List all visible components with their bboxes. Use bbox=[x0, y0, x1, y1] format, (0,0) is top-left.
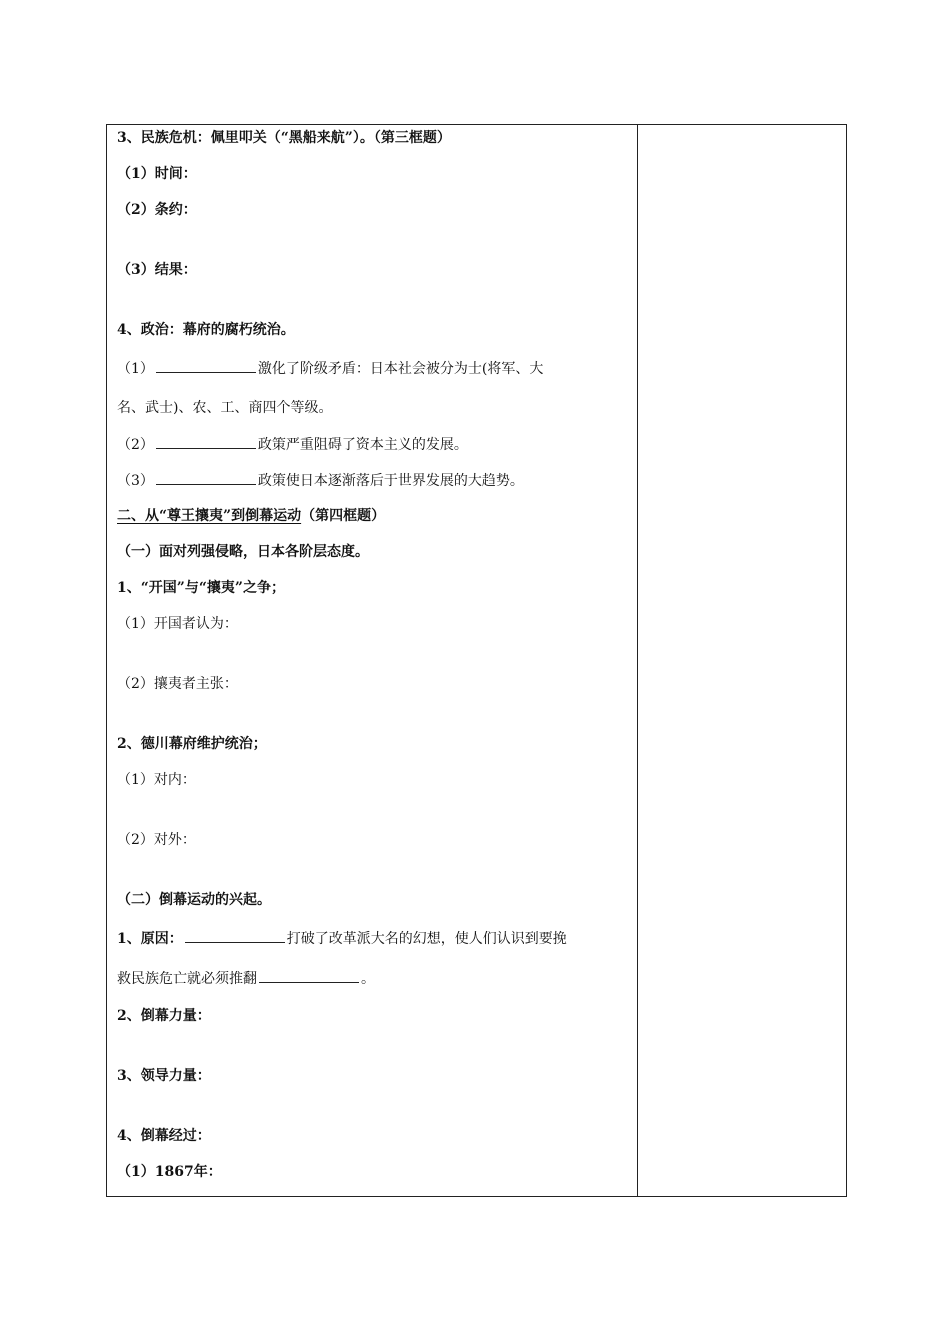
fill-blank[interactable] bbox=[156, 358, 256, 373]
table-column-divider bbox=[637, 124, 638, 1197]
worksheet-table bbox=[106, 124, 847, 1197]
item-treaty: （2）条约： bbox=[117, 202, 197, 218]
section-politics: 4、政治：幕府的腐朽统治。 bbox=[117, 322, 295, 338]
item-domestic: （1）对内： bbox=[117, 772, 196, 788]
item-process: 4、倒幕经过： bbox=[117, 1128, 211, 1144]
section-two-heading bbox=[117, 506, 385, 526]
item-label: 1、原因： bbox=[117, 931, 183, 947]
item-text: 政策严重阻碍了资本主义的发展。 bbox=[257, 437, 468, 453]
item-open-view: （1）开国者认为： bbox=[117, 616, 238, 632]
item-number: （2） bbox=[117, 437, 154, 453]
politics-item-1 bbox=[117, 358, 543, 379]
subsection-rise: （二）倒幕运动的兴起。 bbox=[117, 892, 271, 908]
item-text: 政策使日本逐渐落后于世界发展的大趋势。 bbox=[257, 473, 524, 489]
section-two-title: 二、从“尊王攘夷”到倒幕运动 bbox=[117, 508, 302, 524]
subsection-attitudes: （一）面对列强侵略，日本各阶层态度。 bbox=[117, 544, 369, 560]
politics-item-1-cont: 名、武士)、农、工、商四个等级。 bbox=[117, 400, 333, 416]
item-open-vs-expel: 1、“开国”与“攘夷”之争； bbox=[117, 580, 285, 596]
politics-item-2 bbox=[117, 434, 468, 455]
fill-blank[interactable] bbox=[185, 928, 285, 943]
fill-blank[interactable] bbox=[259, 968, 359, 983]
section-two-note: （第四框题） bbox=[301, 508, 386, 524]
item-leadership: 3、领导力量： bbox=[117, 1068, 211, 1084]
item-number: （3） bbox=[117, 473, 154, 489]
politics-item-3 bbox=[117, 470, 524, 491]
item-text: 救民族危亡就必须推翻 bbox=[117, 971, 257, 987]
item-1867: （1）1867年： bbox=[117, 1164, 222, 1180]
fill-blank[interactable] bbox=[156, 470, 256, 485]
fill-blank[interactable] bbox=[156, 434, 256, 449]
item-shogunate-rule: 2、德川幕府维护统治； bbox=[117, 736, 267, 752]
item-forces: 2、倒幕力量： bbox=[117, 1008, 211, 1024]
item-cause-cont bbox=[117, 968, 375, 989]
item-time: （1）时间： bbox=[117, 166, 197, 182]
item-result: （3）结果： bbox=[117, 262, 197, 278]
item-expel-view: （2）攘夷者主张： bbox=[117, 676, 238, 692]
item-text: 打破了改革派大名的幻想，使人们认识到要挽 bbox=[286, 931, 567, 947]
item-text: 激化了阶级矛盾：日本社会被分为士(将军、大 bbox=[257, 361, 544, 377]
item-cause bbox=[117, 928, 567, 949]
section-national-crisis: 3、民族危机：佩里叩关（“黑船来航”）。（第三框题） bbox=[117, 130, 451, 146]
item-number: （1） bbox=[117, 361, 154, 377]
item-foreign: （2）对外： bbox=[117, 832, 196, 848]
item-text-end: 。 bbox=[361, 971, 375, 987]
